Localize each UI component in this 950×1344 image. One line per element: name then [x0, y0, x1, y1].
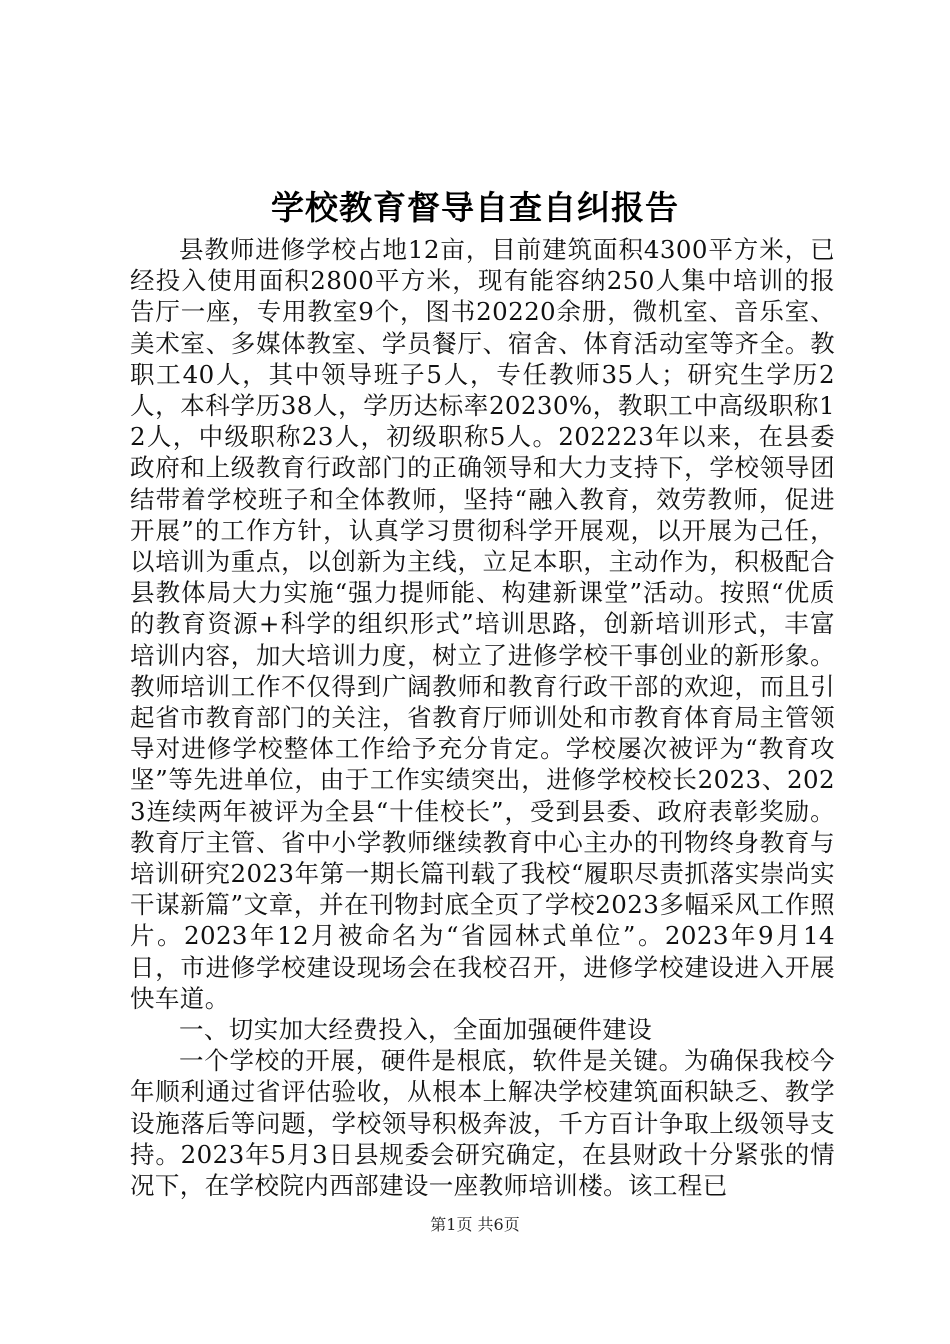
page-number-footer: 第1页 共6页 — [430, 1215, 520, 1234]
section-heading: 一、切实加大经费投入，全面加强硬件建设 — [179, 1015, 653, 1045]
document-body — [130, 234, 835, 1201]
paragraph-intro: 县教师进修学校占地12亩，目前建筑面积4300平方米，已经投入使用面积2800平方米，现有能容纳250人集中培训的报告厅一座，专用教室9个，图书20220余册，微机室、音乐室、美术室、多媒体教室、学员餐厅、宿舍、体育活动室等齐全。教职工40人，其中领导班子5人，专任教师35人；研究生学历2人，本科学历38人，学历达标率20230%，教职工中高级职称12人，中级职称23人，初级职称5人。202223年以来，在县委政府和上级教育行政部门的正确领导和大力支持下，学校领导团结带着学校班子和全体教师，坚持“融入教育，效劳教师，促进开展”的工作方针，认真学习贯彻科学开展观，以开展为己任，以培训为重点，以创新为主线，立足本职，主动作为，积极配合县教体局大力实施“强力提师能、构建新课堂”活动。按照“优质的教育资源+科学的组织形式”培训思路，创新培训形式，丰富培训内容，加大培训力度，树立了进修学校干事创业的新形象。教师培训工作不仅得到广阔教师和教育行政干部的欢迎，而且引起省市教育部门的关注，省教育厅师训处和市教育体育局主管领导对进修学校整体工作给予充分肯定。学校屡次被评为“教育攻坚”等先进单位，由于工作实绩突出，进修学校校长2023、2023连续两年被评为全县“十佳校长”，受到县委、政府表彰奖励。教育厅主管、省中小学教师继续教育中心主办的刊物终身教育与培训研究2023年第一期长篇刊载了我校“履职尽责抓落实崇尚实干谋新篇”文章，并在刊物封底全页了学校2023多幅采风工作照片。2023年12月被命名为“省园林式单位”。2023年9月14日，市进修学校建设现场会在我校召开，进修学校建设进入开展快车道。 — [130, 235, 835, 1013]
document-title: 学校教育督导自查自纠报告 — [271, 188, 679, 227]
paragraph-section-one: 一个学校的开展，硬件是根底，软件是关键。为确保我校今年顺利通过省评估验收，从根本上解决学校建筑面积缺乏、教学设施落后等问题，学校领导积极奔波，千方百计争取上级领导支持。2023年5月3日县规委会研究确定，在县财政十分紧张的情况下，在学校院内西部建设一座教师培训楼。该工程已 — [130, 1046, 835, 1201]
